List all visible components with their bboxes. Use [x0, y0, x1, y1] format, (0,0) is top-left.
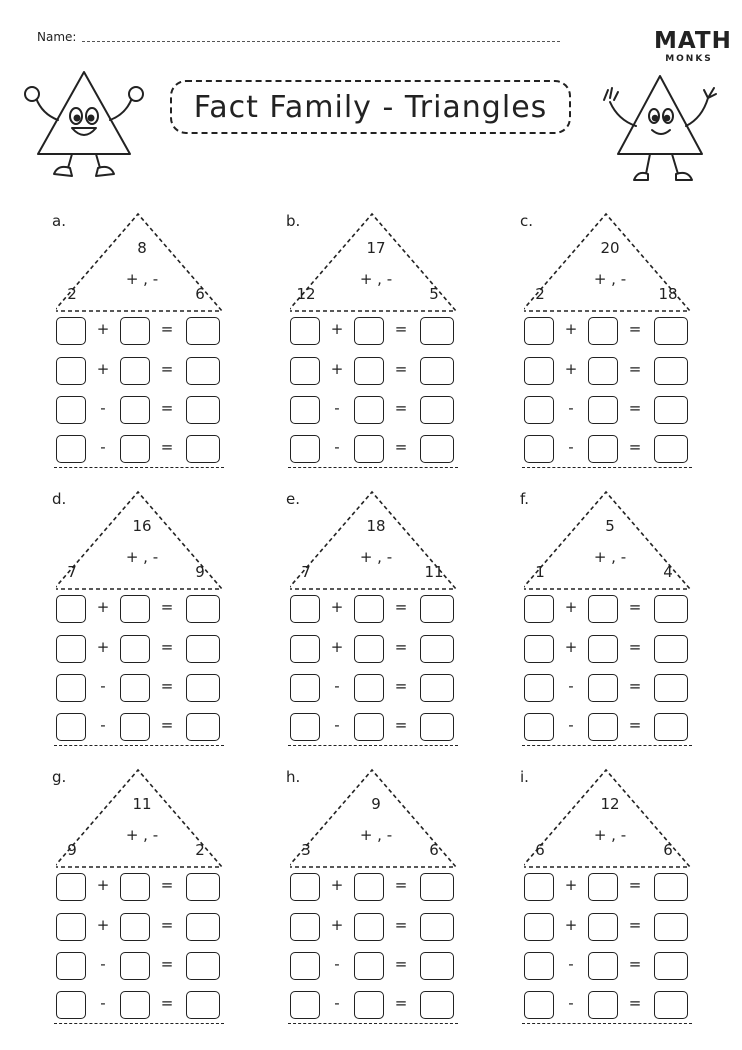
answer-box[interactable]	[420, 635, 454, 663]
triangle-operations: + , -	[125, 270, 159, 288]
answer-box[interactable]	[56, 435, 86, 463]
answer-box[interactable]	[420, 595, 454, 623]
answer-box[interactable]	[420, 952, 454, 980]
equals-sign: =	[160, 716, 174, 734]
equation-row	[56, 674, 224, 702]
answer-box[interactable]	[56, 317, 86, 345]
brand-logo	[654, 28, 732, 64]
equals-sign: =	[160, 955, 174, 973]
answer-box[interactable]	[120, 396, 150, 424]
equation-row	[56, 357, 224, 385]
operator-sign: -	[568, 399, 574, 417]
operator-sign: -	[334, 438, 340, 456]
operator-sign: +	[96, 916, 110, 934]
triangle-left-number: 6	[535, 841, 545, 859]
operator-sign: -	[334, 716, 340, 734]
equals-sign: =	[628, 916, 642, 934]
equation-row	[524, 913, 692, 941]
answer-box[interactable]	[654, 396, 688, 424]
equation-row	[290, 357, 458, 385]
equation-row	[56, 635, 224, 663]
equals-sign: =	[394, 876, 408, 894]
equals-sign: =	[160, 438, 174, 456]
equals-sign: =	[160, 994, 174, 1012]
answer-box[interactable]	[290, 952, 320, 980]
answer-box[interactable]	[186, 635, 220, 663]
equation-row	[290, 595, 458, 623]
operator-sign: +	[96, 360, 110, 378]
equation-row	[290, 635, 458, 663]
fact-family-problem	[286, 768, 502, 1028]
answer-box[interactable]	[654, 635, 688, 663]
answer-box[interactable]	[524, 396, 554, 424]
equation-row	[524, 991, 692, 1019]
answer-box[interactable]	[524, 674, 554, 702]
triangle-left-number: 7	[301, 563, 311, 581]
equals-sign: =	[628, 994, 642, 1012]
brand-line1: MATH	[654, 28, 732, 54]
operator-sign: +	[564, 360, 578, 378]
operator-sign: +	[330, 916, 344, 934]
answer-box[interactable]	[354, 595, 384, 623]
answer-box[interactable]	[56, 991, 86, 1019]
problem-label: g.	[52, 768, 67, 786]
operator-sign: -	[100, 716, 106, 734]
equation-row	[290, 991, 458, 1019]
triangle-operations: + , -	[125, 548, 159, 566]
answer-box[interactable]	[290, 396, 320, 424]
answer-box[interactable]	[524, 952, 554, 980]
answer-box[interactable]	[290, 873, 320, 901]
answer-box[interactable]	[524, 873, 554, 901]
triangle-top-number: 5	[605, 517, 615, 535]
answer-box[interactable]	[56, 674, 86, 702]
operator-sign: +	[564, 638, 578, 656]
equals-sign: =	[394, 638, 408, 656]
triangle-top-number: 20	[600, 239, 620, 257]
operator-sign: -	[100, 399, 106, 417]
problem-label: a.	[52, 212, 66, 230]
triangle-right-number: 9	[195, 563, 205, 581]
dashed-divider	[522, 745, 692, 746]
answer-box[interactable]	[186, 595, 220, 623]
problem-label: e.	[286, 490, 300, 508]
triangle-operations: + , -	[593, 548, 627, 566]
answer-box[interactable]	[354, 635, 384, 663]
answer-box[interactable]	[120, 674, 150, 702]
equation-row	[56, 991, 224, 1019]
answer-box[interactable]	[524, 435, 554, 463]
answer-box[interactable]	[290, 674, 320, 702]
answer-box[interactable]	[354, 952, 384, 980]
equation-row	[524, 873, 692, 901]
operator-sign: +	[564, 320, 578, 338]
dashed-divider	[54, 1023, 224, 1024]
answer-box[interactable]	[654, 713, 688, 741]
equals-sign: =	[628, 598, 642, 616]
answer-box[interactable]	[420, 435, 454, 463]
operator-sign: +	[330, 876, 344, 894]
equals-sign: =	[628, 716, 642, 734]
triangle-left-number: 7	[67, 563, 77, 581]
answer-box[interactable]	[524, 595, 554, 623]
answer-box[interactable]	[56, 595, 86, 623]
equation-row	[524, 396, 692, 424]
operator-sign: -	[568, 994, 574, 1012]
operator-sign: -	[568, 677, 574, 695]
operator-sign: -	[334, 994, 340, 1012]
dashed-divider	[288, 745, 458, 746]
answer-box[interactable]	[290, 713, 320, 741]
triangle-top-number: 18	[366, 517, 386, 535]
equals-sign: =	[628, 399, 642, 417]
operator-sign: -	[100, 955, 106, 973]
answer-box[interactable]	[186, 317, 220, 345]
dashed-divider	[288, 467, 458, 468]
operator-sign: -	[568, 955, 574, 973]
answer-box[interactable]	[524, 913, 554, 941]
answer-box[interactable]	[588, 913, 618, 941]
equation-row	[524, 595, 692, 623]
equals-sign: =	[160, 360, 174, 378]
operator-sign: +	[330, 638, 344, 656]
triangle-left-number: 2	[67, 285, 77, 303]
equation-row	[56, 317, 224, 345]
equals-sign: =	[160, 916, 174, 934]
equals-sign: =	[394, 716, 408, 734]
triangle-right-number: 6	[663, 841, 673, 859]
answer-box[interactable]	[654, 595, 688, 623]
triangle-operations: + , -	[359, 826, 393, 844]
answer-box[interactable]	[290, 435, 320, 463]
dashed-divider	[288, 1023, 458, 1024]
answer-box[interactable]	[120, 317, 150, 345]
triangle-top-number: 8	[137, 239, 147, 257]
equals-sign: =	[160, 399, 174, 417]
equals-sign: =	[394, 438, 408, 456]
answer-box[interactable]	[588, 952, 618, 980]
triangle-top-number: 17	[366, 239, 386, 257]
problem-label: h.	[286, 768, 301, 786]
operator-sign: -	[100, 438, 106, 456]
answer-box[interactable]	[588, 317, 618, 345]
equals-sign: =	[160, 320, 174, 338]
equation-row	[290, 317, 458, 345]
equals-sign: =	[160, 598, 174, 616]
equals-sign: =	[394, 399, 408, 417]
equation-row	[290, 713, 458, 741]
answer-box[interactable]	[588, 435, 618, 463]
equals-sign: =	[628, 320, 642, 338]
equation-row	[56, 713, 224, 741]
triangle-operations: + , -	[593, 270, 627, 288]
answer-box[interactable]	[120, 357, 150, 385]
answer-box[interactable]	[120, 635, 150, 663]
triangle-right-number: 5	[429, 285, 439, 303]
answer-box[interactable]	[354, 991, 384, 1019]
answer-box[interactable]	[588, 713, 618, 741]
answer-box[interactable]	[354, 317, 384, 345]
answer-box[interactable]	[290, 317, 320, 345]
triangle-right-number: 18	[658, 285, 678, 303]
triangle-top-number: 16	[132, 517, 152, 535]
triangle-left-number: 9	[67, 841, 77, 859]
answer-box[interactable]	[120, 713, 150, 741]
fact-family-problem	[286, 490, 502, 750]
answer-box[interactable]	[56, 713, 86, 741]
equals-sign: =	[394, 320, 408, 338]
equation-row	[56, 396, 224, 424]
equation-row	[56, 595, 224, 623]
answer-box[interactable]	[56, 396, 86, 424]
answer-box[interactable]	[290, 913, 320, 941]
triangle-left-number: 1	[535, 563, 545, 581]
answer-box[interactable]	[654, 952, 688, 980]
answer-box[interactable]	[120, 913, 150, 941]
answer-box[interactable]	[186, 713, 220, 741]
dashed-divider	[522, 467, 692, 468]
answer-box[interactable]	[420, 317, 454, 345]
equals-sign: =	[628, 638, 642, 656]
dashed-divider	[54, 467, 224, 468]
answer-box[interactable]	[120, 595, 150, 623]
answer-box[interactable]	[524, 713, 554, 741]
triangle-left-number: 3	[301, 841, 311, 859]
triangle-operations: + , -	[593, 826, 627, 844]
triangle-top-number: 11	[132, 795, 152, 813]
equation-row	[56, 952, 224, 980]
operator-sign: -	[100, 677, 106, 695]
equals-sign: =	[394, 360, 408, 378]
equals-sign: =	[628, 876, 642, 894]
dashed-divider	[522, 1023, 692, 1024]
operator-sign: +	[330, 598, 344, 616]
problem-label: b.	[286, 212, 301, 230]
triangle-operations: + , -	[359, 548, 393, 566]
answer-box[interactable]	[654, 674, 688, 702]
answer-box[interactable]	[354, 435, 384, 463]
fact-family-problem	[52, 768, 268, 1028]
equals-sign: =	[394, 955, 408, 973]
equation-row	[524, 635, 692, 663]
answer-box[interactable]	[56, 635, 86, 663]
answer-box[interactable]	[524, 991, 554, 1019]
equation-row	[524, 357, 692, 385]
equation-row	[56, 435, 224, 463]
triangle-left-number: 12	[296, 285, 316, 303]
operator-sign: +	[96, 598, 110, 616]
equation-row	[290, 913, 458, 941]
answer-box[interactable]	[654, 435, 688, 463]
triangle-right-number: 11	[424, 563, 444, 581]
answer-box[interactable]	[290, 635, 320, 663]
answer-box[interactable]	[354, 873, 384, 901]
triangle-operations: + , -	[125, 826, 159, 844]
equation-row	[290, 435, 458, 463]
answer-box[interactable]	[186, 674, 220, 702]
answer-box[interactable]	[524, 317, 554, 345]
answer-box[interactable]	[186, 991, 220, 1019]
answer-box[interactable]	[654, 991, 688, 1019]
answer-box[interactable]	[588, 991, 618, 1019]
answer-box[interactable]	[654, 317, 688, 345]
operator-sign: -	[100, 994, 106, 1012]
equals-sign: =	[628, 438, 642, 456]
answer-box[interactable]	[420, 357, 454, 385]
dashed-divider	[54, 745, 224, 746]
answer-box[interactable]	[420, 396, 454, 424]
equals-sign: =	[394, 994, 408, 1012]
answer-box[interactable]	[120, 873, 150, 901]
equals-sign: =	[160, 876, 174, 894]
problem-label: c.	[520, 212, 534, 230]
equation-row	[290, 952, 458, 980]
brand-line2: MONKS	[665, 54, 713, 64]
answer-box[interactable]	[354, 913, 384, 941]
answer-box[interactable]	[588, 873, 618, 901]
operator-sign: +	[330, 360, 344, 378]
triangle-right-number: 6	[429, 841, 439, 859]
answer-box[interactable]	[524, 357, 554, 385]
equation-row	[524, 674, 692, 702]
answer-box[interactable]	[56, 873, 86, 901]
equation-row	[290, 873, 458, 901]
triangle-mascot-right-icon	[596, 70, 726, 188]
name-label: Name:	[37, 30, 77, 44]
answer-box[interactable]	[120, 952, 150, 980]
fact-family-problem	[520, 490, 736, 750]
triangle-top-number: 9	[371, 795, 381, 813]
equals-sign: =	[160, 638, 174, 656]
answer-box[interactable]	[186, 357, 220, 385]
triangle-right-number: 4	[663, 563, 673, 581]
answer-box[interactable]	[186, 396, 220, 424]
equals-sign: =	[160, 677, 174, 695]
answer-box[interactable]	[524, 635, 554, 663]
operator-sign: -	[334, 399, 340, 417]
answer-box[interactable]	[354, 674, 384, 702]
answer-box[interactable]	[654, 913, 688, 941]
answer-box[interactable]	[56, 357, 86, 385]
fact-family-problem	[286, 212, 502, 472]
equation-row	[524, 713, 692, 741]
problem-label: f.	[520, 490, 529, 508]
fact-family-problem	[52, 212, 268, 472]
answer-box[interactable]	[56, 952, 86, 980]
operator-sign: +	[96, 876, 110, 894]
answer-box[interactable]	[186, 913, 220, 941]
title-box	[170, 80, 571, 134]
answer-box[interactable]	[420, 713, 454, 741]
answer-box[interactable]	[290, 991, 320, 1019]
triangle-right-number: 2	[195, 841, 205, 859]
answer-box[interactable]	[654, 357, 688, 385]
answer-box[interactable]	[588, 357, 618, 385]
operator-sign: +	[564, 916, 578, 934]
answer-box[interactable]	[354, 357, 384, 385]
triangle-left-number: 2	[535, 285, 545, 303]
operator-sign: +	[330, 320, 344, 338]
triangle-right-number: 6	[195, 285, 205, 303]
triangle-operations: + , -	[359, 270, 393, 288]
equation-row	[56, 913, 224, 941]
equals-sign: =	[394, 677, 408, 695]
equals-sign: =	[628, 677, 642, 695]
answer-box[interactable]	[56, 913, 86, 941]
operator-sign: -	[568, 438, 574, 456]
answer-box[interactable]	[120, 991, 150, 1019]
answer-box[interactable]	[588, 674, 618, 702]
problem-label: d.	[52, 490, 67, 508]
equation-row	[56, 873, 224, 901]
name-line[interactable]	[82, 41, 560, 42]
equation-row	[290, 396, 458, 424]
answer-box[interactable]	[654, 873, 688, 901]
operator-sign: -	[568, 716, 574, 734]
equation-row	[290, 674, 458, 702]
fact-family-problem	[52, 490, 268, 750]
equals-sign: =	[394, 916, 408, 934]
answer-box[interactable]	[354, 713, 384, 741]
equals-sign: =	[394, 598, 408, 616]
answer-box[interactable]	[186, 873, 220, 901]
problem-label: i.	[520, 768, 529, 786]
operator-sign: +	[564, 876, 578, 894]
equals-sign: =	[628, 360, 642, 378]
answer-box[interactable]	[420, 674, 454, 702]
equation-row	[524, 317, 692, 345]
equals-sign: =	[628, 955, 642, 973]
answer-box[interactable]	[120, 435, 150, 463]
answer-box[interactable]	[588, 396, 618, 424]
answer-box[interactable]	[420, 873, 454, 901]
fact-family-problem	[520, 212, 736, 472]
answer-box[interactable]	[420, 913, 454, 941]
fact-family-problem	[520, 768, 736, 1028]
triangle-top-number: 12	[600, 795, 620, 813]
answer-box[interactable]	[186, 435, 220, 463]
page-title: Fact Family - Triangles	[193, 89, 548, 125]
answer-box[interactable]	[420, 991, 454, 1019]
answer-box[interactable]	[354, 396, 384, 424]
operator-sign: -	[334, 677, 340, 695]
answer-box[interactable]	[290, 357, 320, 385]
answer-box[interactable]	[186, 952, 220, 980]
operator-sign: +	[564, 598, 578, 616]
answer-box[interactable]	[588, 635, 618, 663]
name-row	[37, 30, 560, 44]
operator-sign: +	[96, 320, 110, 338]
answer-box[interactable]	[290, 595, 320, 623]
answer-box[interactable]	[588, 595, 618, 623]
operator-sign: -	[334, 955, 340, 973]
equation-row	[524, 435, 692, 463]
equation-row	[524, 952, 692, 980]
triangle-mascot-left-icon	[14, 68, 154, 188]
operator-sign: +	[96, 638, 110, 656]
